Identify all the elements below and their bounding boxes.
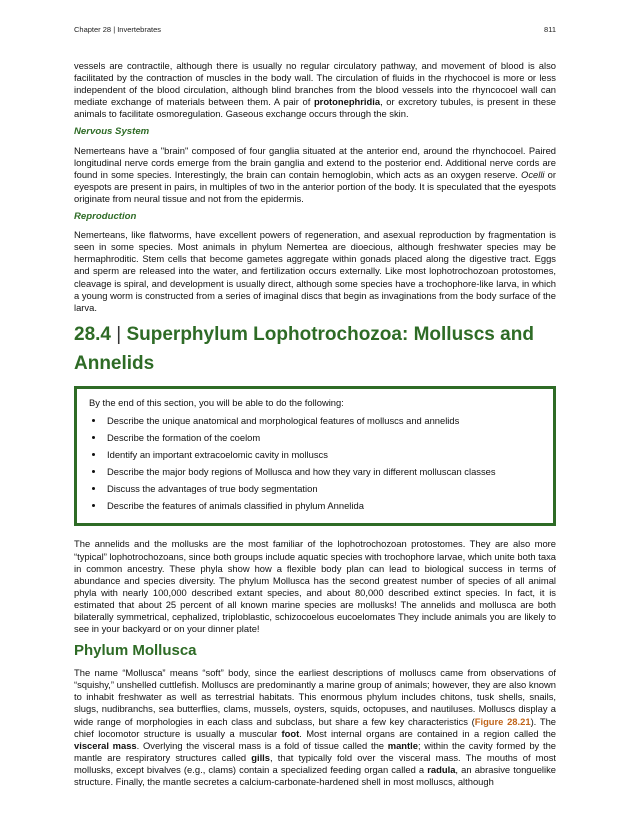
paragraph-nervous-system: Nemerteans have a "brain" composed of four ganglia situated at the anterior end, around the rhynchocoel. Paired longitudinal nerve cords emerge from the brain ganglia and extend to the posterior end. Additional nerve cords are found in some species. Interestingly, the brain can contain hemoglobin, which acts as an oxygen reserve. Ocelli or eyespots are present in pairs, in multiples of two in the anterior portion of the body. It is speculated that the eyespots originate from neural tissue and not from the epidermis. <box>74 144 556 204</box>
term-foot: foot <box>281 727 300 739</box>
subheading-nervous-system: Nervous System <box>74 126 150 138</box>
term-protonephridia: protonephridia <box>313 96 381 108</box>
learning-objectives-box <box>74 386 556 527</box>
subheading-reproduction: Reproduction <box>74 211 137 223</box>
paragraph-mollusca: The name “Mollusca” means “soft” body, since the earliest descriptions of molluscs came from observations of “squishy,” unshelled cuttlefish. Molluscs are predominantly a marine group of animals; however, they are also known to inhabit freshwater as well as terrestrial habitats. This enormous phylum includes chitons, tusk shells, snails, slugs, nudibranchs, sea butterflies, clams, mussels, oysters, squids, octopuses, and nautiluses. Molluscs display a wide range of morphologies in each class and subclass, but share a few key characteristics (Figure 28.21). The chief locomotor structure is usually a muscular foot. Most internal organs are contained in a region called the visceral mass. Overlying the visceral mass is a fold of tissue called the mantle; within the cavity formed by the mantle are respiratory structures called gills, that typically fold over the visceral mass. The mouths of most mollusks, except bivalves (e.g., clams) contain a specialized feeding organ called a radula, an abrasive tonguelike structure. Finally, the mantle secretes a calcium-carbonate-hardened shell in most molluscs, although <box>74 667 557 788</box>
main-content <box>74 60 556 794</box>
objectives-list <box>89 415 541 513</box>
objectives-intro: By the end of this section, you will be able to do the following: <box>89 396 344 408</box>
section-heading: Superphylum Lophotrochozoa: Molluscs and Annelids <box>74 323 534 374</box>
term-radula: radula <box>427 763 456 775</box>
section-separator: | <box>116 323 122 345</box>
objective-item: • Discuss the advantages of true body segmentation <box>105 483 541 495</box>
paragraph-reproduction: Nemerteans, like flatworms, have excellent powers of regeneration, and asexual reproduction by fragmentation is seen in some species. Most animals in phylum Nemertea are dioecious, although freshwater species may be hermaphroditic. Stem cells that become gametes aggregate within gonads placed along the digestive tract. Eggs and sperm are released into the water, and fertilization occurs externally. Like most lophotrochozoan protostomes, cleavage is spiral, and development is usually direct, although some species have a trochophore-like larva, in which a young worm is constructed from a series of imaginal discs that begin as invaginations from the body surface of the larva. <box>74 229 556 313</box>
heading-phylum-mollusca: Phylum Mollusca <box>74 642 197 660</box>
objective-item: • Describe the unique anatomical and morphological features of molluscs and annelids <box>105 415 541 427</box>
objective-item: • Describe the major body regions of Mollusca and how they vary in different molluscan classes <box>105 466 541 478</box>
running-header <box>74 25 556 34</box>
term-visceral-mass: visceral mass <box>74 739 137 751</box>
chapter-title: Chapter 28 | Invertebrates <box>74 25 161 34</box>
objective-item: • Identify an important extracoelomic cavity in molluscs <box>105 449 541 461</box>
term-ocelli: Ocelli <box>521 168 545 180</box>
term-mantle: mantle <box>387 739 418 751</box>
objective-item: • Describe the formation of the coelom <box>105 432 541 444</box>
term-gills: gills <box>251 751 271 763</box>
page-number: 811 <box>544 25 556 34</box>
objective-item: • Describe the features of animals classified in phylum Annelida <box>105 500 541 512</box>
section-title <box>74 320 556 378</box>
paragraph-circulation: vessels are contractile, although there is usually no regular circulatory pathway, and movement of blood is also facilitated by the contraction of muscles in the body wall. The circulation of fluids in the rhychocoel is more or less independent of the blood circulation, although blind branches from the blood vessels into the rhyncocoel wall can mediate exchange of materials between them. A pair of protonephridia, or excretory tubules, is present in these animals to facilitate osmoregulation. Gaseous exchange occurs through the skin. <box>74 60 556 120</box>
figure-link[interactable]: Figure 28.21 <box>474 715 531 727</box>
paragraph-annelids-molluscs: The annelids and the mollusks are the most familiar of the lophotrochozoan protostomes. They are also more “typical” lophotrochozoans, since both groups include aquatic species with trochophore larvae, which unite both taxa in common ancestry. These phyla show how a flexible body plan can lead to biological success in terms of abundance and species diversity. The phylum Mollusca has the second greatest number of species of all animal phyla with nearly 100,000 described extant species, and about 80,000 described extinct species. In fact, it is estimated that about 25 percent of all known marine species are mollusks! The annelids and mollusca are both bilaterally symmetrical, cephalized, triploblastic, schizocoelous eucoelomates They include animals you are likely to see in your backyard or on your dinner plate! <box>74 538 556 635</box>
section-number: 28.4 <box>74 323 111 345</box>
